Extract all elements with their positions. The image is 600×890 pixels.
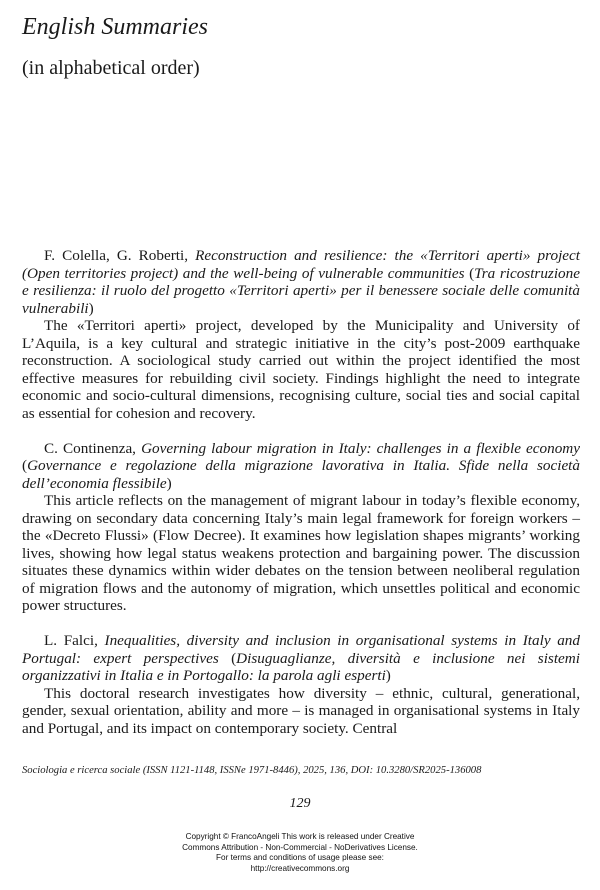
license-line: Commons Attribution - Non-Commercial - NoDerivatives License. [182,842,418,852]
page-subtitle: (in alphabetical order) [22,57,200,79]
paren-open: ( [464,264,475,282]
license-line: For terms and conditions of usage please see: [216,853,384,862]
entry-abstract: The «Territori aperti» project, developed by the Municipality and University of L’Aquila, is a key cultural and strategic initiative in the city’s post-2009 earthquake reconstruction. A sociological study carried out within the project identified the most effective measures for rebuilding civil society. Findings highlight the need to integrate economic and socio-cultural dimensions, recognising culture, social ties and social capital as essential for cohesion and recovery. [22,317,580,422]
entry-authors: F. Colella, G. Roberti, [44,247,196,264]
summary-entry [22,632,580,737]
entry-title-english: Reconstruction and resilience: the «Territori aperti» project (Open territories project) and the well-being of vulnerable communities [22,247,580,282]
license-link[interactable]: http://creativecommons.org [250,863,350,873]
license-notice [0,832,600,874]
paren-close: ) [88,299,94,317]
paren-close: ) [166,474,172,492]
paren-open: ( [218,649,237,667]
entry-heading [22,440,580,493]
paren-close: ) [385,667,391,684]
journal-citation: Sociologia e ricerca sociale (ISSN 1121-1148, ISSNe 1971-8446), 2025, 136, DOI: 10.3280/SR2025-136008 [22,765,482,776]
entry-title-italian: Tra ricostruzione e resilienza: il ruolo del progetto «Territori aperti» per il benessere sociale delle comunità vulnerabili [22,264,580,317]
entry-authors: C. Continenza, [44,439,142,457]
entry-authors: L. Falci, [44,632,105,649]
license-line: Copyright © FrancoAngeli This work is released under Creative [185,832,415,841]
page-title: English Summaries [22,14,208,40]
entry-abstract: This article reflects on the management of migrant labour in today’s flexible economy, drawing on secondary data concerning Italy’s main legal framework for foreign workers – the «Decreto Flussi» (Flow Decree). It examines how legislation shapes migrants’ working lives, showing how legal status weakens protection and bargaining power. The discussion situates these dynamics within wider debates on the tension between neoliberal regulation of migration flows and the autonomy of migration, which unsettles political and economic power structures. [22,492,580,614]
entry-heading [22,247,580,317]
entry-title-english: Governing labour migration in Italy: challenges in a flexible economy [141,439,580,457]
entry-title-italian: Governance e regolazione della migrazione lavorativa in Italia. Sfide nella società dell’economia flessibile [22,457,580,492]
entry-title-italian: Disuguaglianze, diversità e inclusione nei sistemi organizzativi in Italia e in Portogallo: la parola agli esperti [22,649,580,684]
summaries-list [22,247,580,755]
summary-entry [22,440,580,615]
entry-title-english: Inequalities, diversity and inclusion in organisational systems in Italy and Portugal: expert perspectives [22,632,580,667]
entry-heading [22,632,580,685]
page-number: 129 [289,796,311,811]
entry-abstract: This doctoral research investigates how diversity – ethnic, cultural, generational, gender, sexual orientation, ability and more – is managed in organisational systems in Italy and Portugal, and its impact on contemporary society. Central [22,684,580,737]
paren-open: ( [22,457,28,474]
summary-entry [22,247,580,422]
